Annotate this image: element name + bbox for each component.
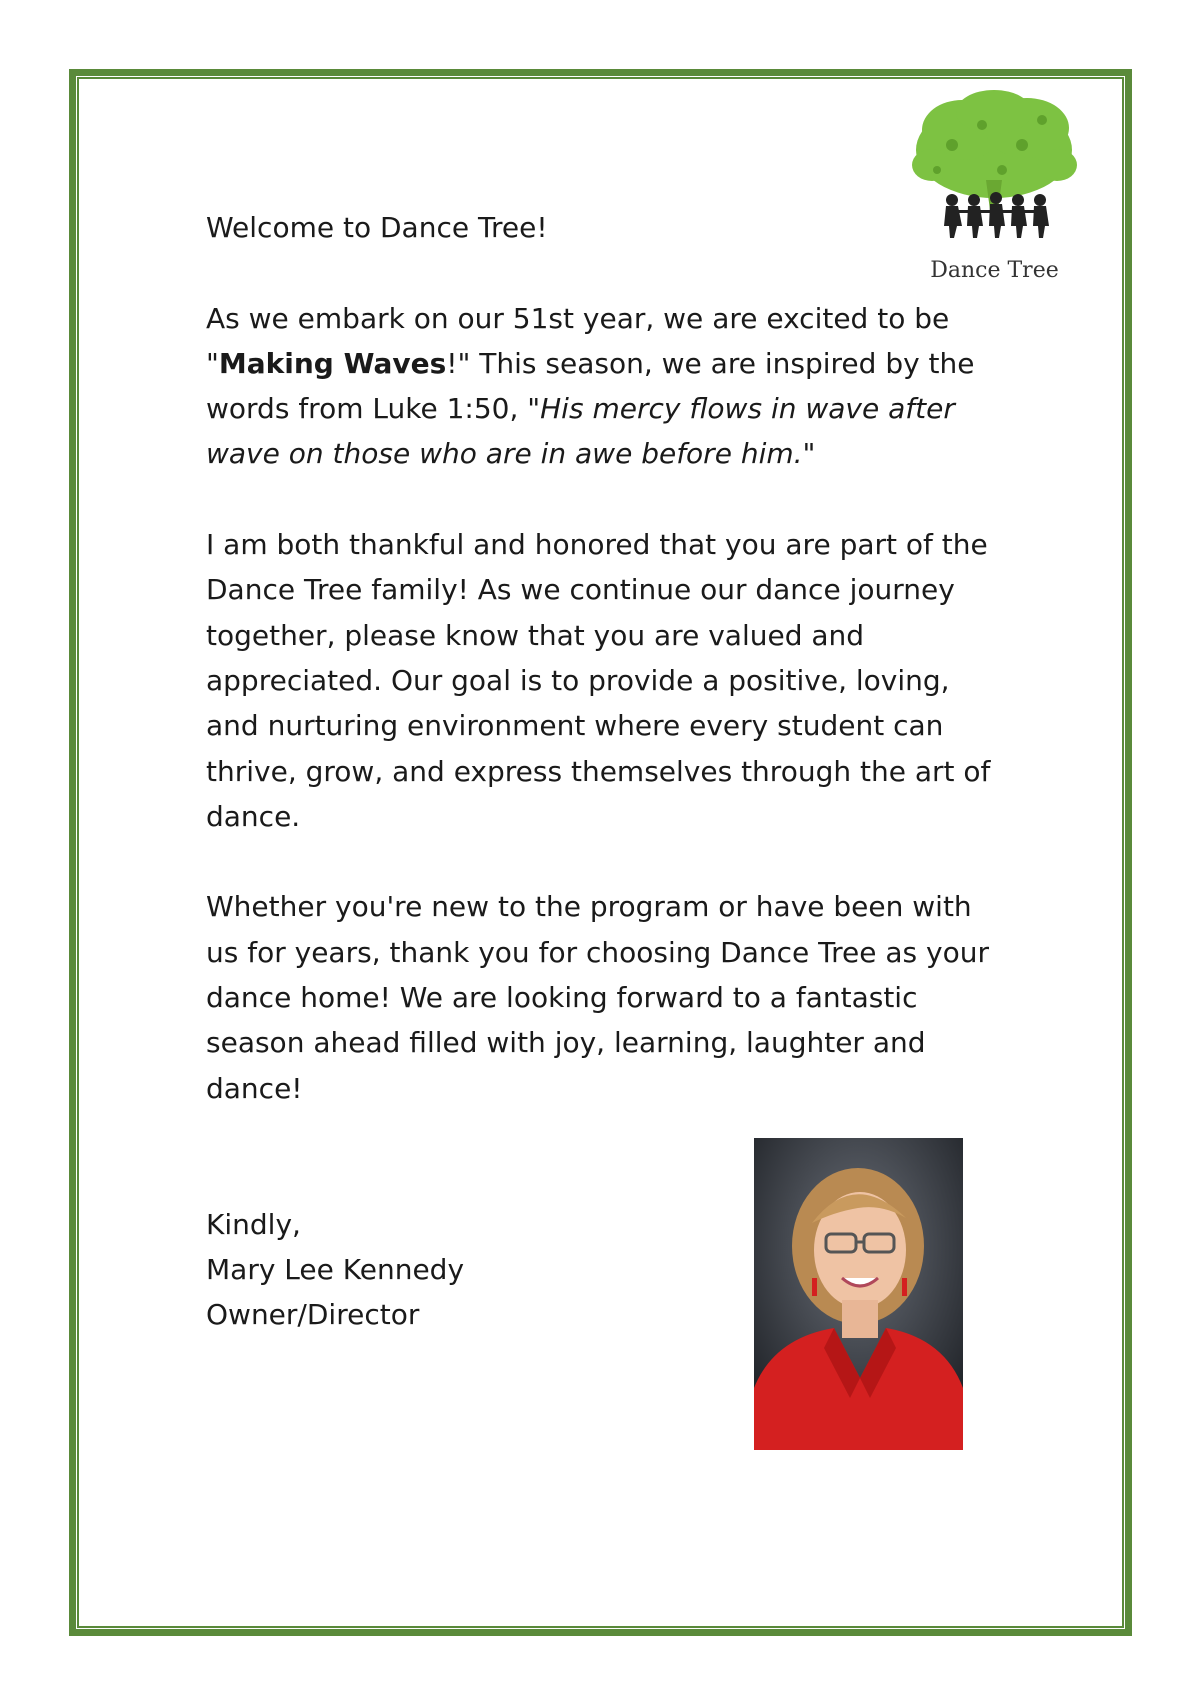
paragraph-1	[206, 296, 1006, 477]
scripture-quote: "His mercy flows in wave after wave on those who are in awe before him."	[206, 392, 955, 471]
para1-after-bold: !" This season, we are inspired by the words from Luke 1:50,	[206, 346, 975, 426]
para1-intro: As we embark on our 51st year, we are excited to be	[206, 301, 950, 335]
making-waves-text: Making Waves	[218, 346, 447, 380]
signer-name: Mary Lee Kennedy	[206, 1252, 465, 1286]
closing: Kindly,	[206, 1207, 301, 1241]
paragraph-2: I am both thankful and honored that you are part of the Dance Tree family! As we continue our dance journey together, please know that you are valued and appreciated. Our goal is to provide a positive, loving, and nurturing environment where every student can thrive, grow, and express themselves through the art of dance.	[206, 528, 991, 833]
greeting: Welcome to Dance Tree!	[206, 211, 548, 244]
logo-text: Dance Tree	[930, 258, 1059, 283]
signer-title: Owner/Director	[206, 1298, 420, 1332]
para1-quote-open: "	[206, 346, 219, 380]
director-photo	[754, 1138, 963, 1450]
paragraph-3: Whether you're new to the program or have been with us for years, thank you for choosing Dance Tree as your dance home! We are looking forward to a fantastic season ahead filled with joy, learning, laughter and dance!	[206, 890, 990, 1105]
